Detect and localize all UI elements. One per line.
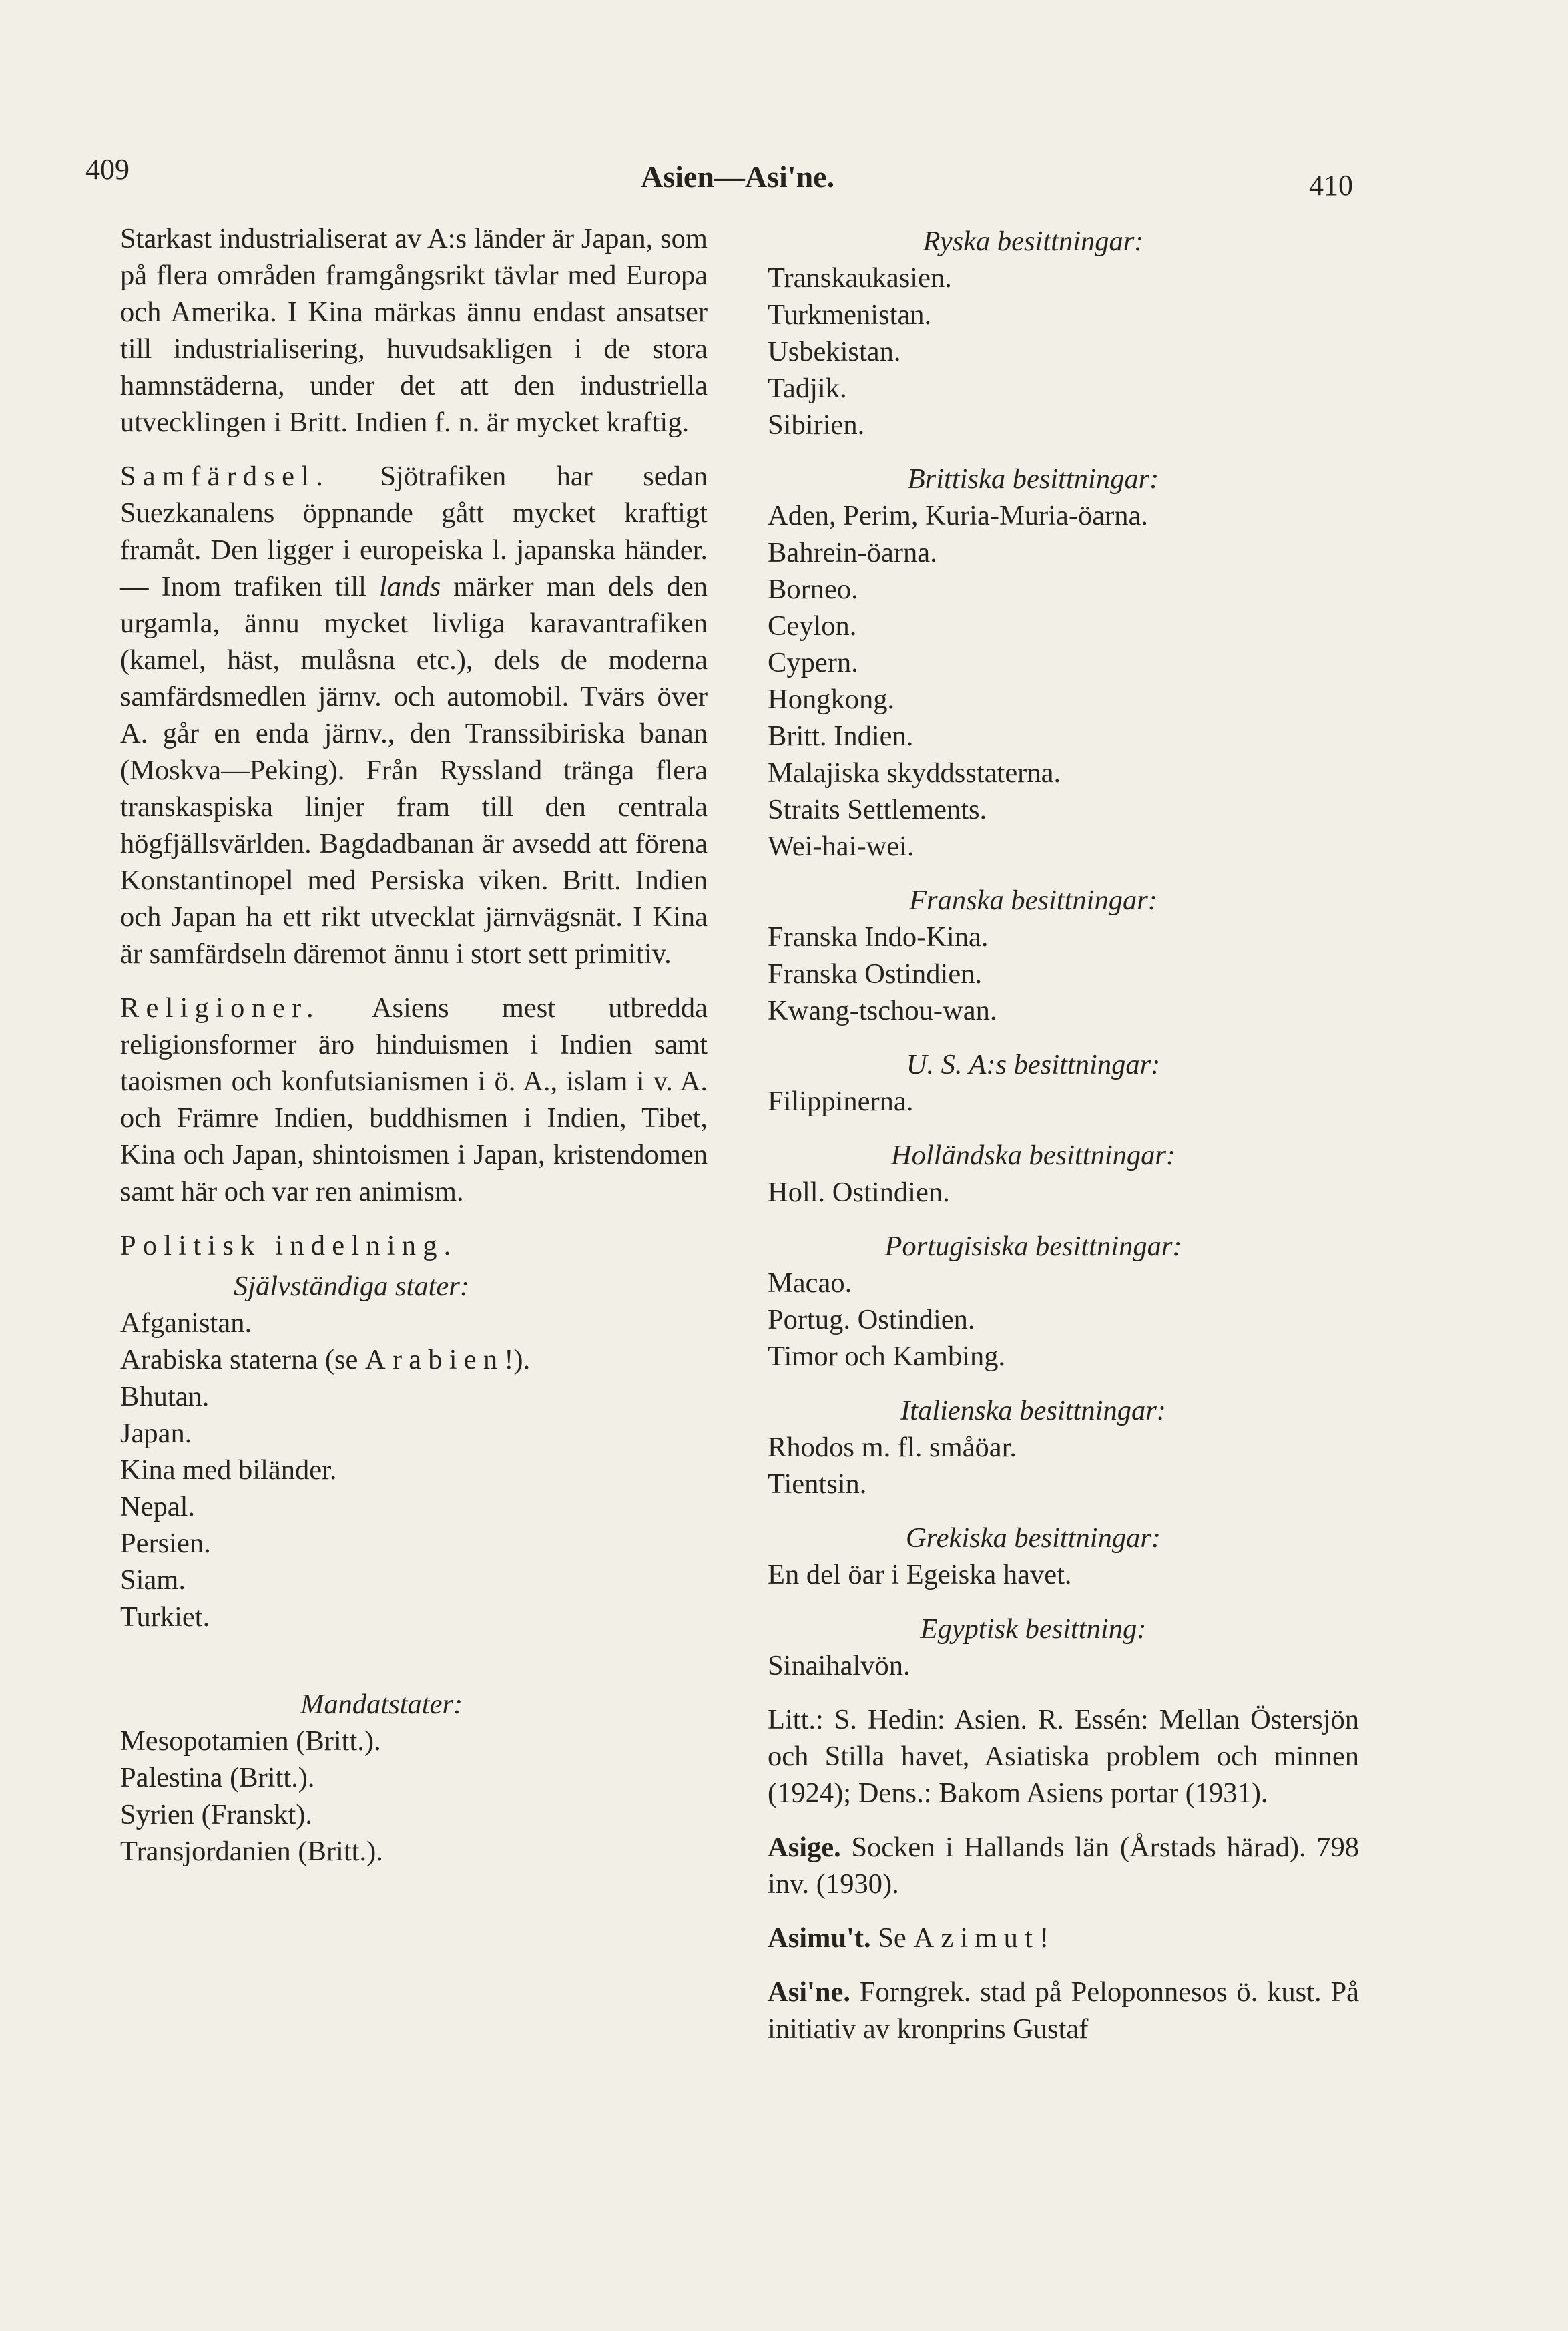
- entry-heading: Asige.: [768, 1832, 841, 1863]
- possession-heading: Franska besittningar:: [909, 885, 1157, 916]
- list-item: Bahrein-öarna.: [768, 537, 937, 568]
- list-item: Nepal.: [120, 1491, 196, 1522]
- list-item: Sibirien.: [768, 409, 865, 441]
- possessions-groups: [768, 223, 1359, 1684]
- entry-asimut: Asimu't. Se Azimut!: [768, 1922, 1049, 1954]
- politics-heading: Politisk indelning.: [120, 1230, 458, 1261]
- entry-heading: Asimu't.: [768, 1922, 871, 1954]
- transport-heading: Samfärdsel.: [120, 461, 330, 492]
- possession-heading: Portugisiska besittningar:: [884, 1231, 1182, 1262]
- possession-heading: Brittiska besittningar:: [907, 463, 1159, 495]
- cross-reference: Azimut: [913, 1922, 1040, 1954]
- list-item: Arabiska staterna (se Arabien!).: [120, 1344, 531, 1375]
- possession-list: [768, 919, 1359, 1029]
- page-number-left: 409: [85, 153, 129, 186]
- list-item: Straits Settlements.: [768, 794, 987, 825]
- list-item: Wei-hai-wei.: [768, 831, 914, 862]
- possession-heading: Italienska besittningar:: [900, 1395, 1166, 1426]
- list-item: Kwang-tschou-wan.: [768, 995, 997, 1026]
- list-item: Syrien (Franskt).: [120, 1799, 313, 1830]
- list-item: Transkaukasien.: [768, 262, 952, 294]
- list-item: Japan.: [120, 1418, 192, 1449]
- possession-heading: Holländska besittningar:: [890, 1140, 1176, 1171]
- transport-paragraph: Samfärdsel. Sjötrafiken har sedan Suezkanalens öppnande gått mycket kraftigt framåt. Den ligger i europeiska l. japanska händer. — Inom trafiken till lands märker man dels den urgamla, ännu mycket livliga karavantrafiken (kamel, häst, mulåsna etc.), dels de moderna samfärdsmedlen järnv. och automobil. Tvärs över A. går en enda järnv., den Transsibiriska banan (Moskva—Peking). Från Ryssland tränga flera transkaspiska linjer fram till den centrala högfjällsvärlden. Bagdadbanan är avsedd att förena Konstantinopel med Persiska viken. Britt. Indien och Japan ha ett rikt utvecklat järnvägsnät. I Kina är samfärdseln däremot ännu i stort sett primitiv.: [120, 461, 708, 970]
- list-item: Malajiska skyddsstaterna.: [768, 757, 1061, 789]
- possession-heading: Egyptisk besittning:: [920, 1613, 1147, 1645]
- list-item: Persien.: [120, 1528, 211, 1559]
- list-item: Rhodos m. fl. småöar.: [768, 1432, 1017, 1463]
- possession-heading: Ryska besittningar:: [923, 226, 1144, 257]
- list-item: Mesopotamien (Britt.).: [120, 1725, 381, 1757]
- possession-list: [768, 1083, 1359, 1120]
- possession-list: [768, 1265, 1359, 1375]
- list-item: Macao.: [768, 1267, 852, 1299]
- mandate-heading: Mandatstater:: [300, 1689, 463, 1720]
- list-item: Cypern.: [768, 647, 858, 678]
- entry-asine: Asi'ne. Forngrek. stad på Peloponnesos ö. kust. På initiativ av kronprins Gustaf: [768, 1976, 1359, 2045]
- entry-asige: Asige. Socken i Hallands län (Årstads härad). 798 inv. (1930).: [768, 1832, 1359, 1900]
- list-item: Afganistan.: [120, 1307, 252, 1339]
- list-item: Ceylon.: [768, 610, 857, 642]
- list-item: Palestina (Britt.).: [120, 1762, 315, 1793]
- possession-list: [768, 1647, 1359, 1684]
- list-item: Siam.: [120, 1564, 186, 1596]
- list-item: Franska Ostindien.: [768, 958, 983, 990]
- list-item: Tientsin.: [768, 1468, 867, 1500]
- mandate-list: [120, 1723, 708, 1870]
- cross-reference: Arabien: [365, 1344, 505, 1375]
- list-item: Portug. Ostindien.: [768, 1304, 975, 1335]
- running-title: Asien—Asi'ne.: [641, 160, 835, 194]
- possession-list: [768, 1556, 1359, 1593]
- list-item: En del öar i Egeiska havet.: [768, 1559, 1072, 1591]
- list-item: Borneo.: [768, 574, 858, 605]
- list-item: Usbekistan.: [768, 336, 901, 367]
- list-item: Sinaihalvön.: [768, 1650, 910, 1681]
- list-item: Franska Indo-Kina.: [768, 921, 989, 953]
- list-item: Kina med biländer.: [120, 1454, 337, 1486]
- list-item: Filippinerna.: [768, 1086, 914, 1117]
- independent-list: [120, 1305, 708, 1635]
- industry-paragraph: Starkast industrialiserat av A:s länder är Japan, som på flera områden framgångsrikt tävlar med Europa och Amerika. I Kina märkas ännu endast ansatser till industrialisering, huvudsakligen i de stora hamnstäderna, under det att den industriella utvecklingen i Britt. Indien f. n. är mycket kraftig.: [120, 223, 708, 438]
- left-column: [120, 220, 708, 1887]
- religion-heading: Religioner.: [120, 992, 320, 1024]
- list-item: Transjordanien (Britt.).: [120, 1836, 383, 1867]
- list-item: Holl. Ostindien.: [768, 1177, 950, 1208]
- list-item: Turkiet.: [120, 1601, 210, 1633]
- list-item: Timor och Kambing.: [768, 1341, 1006, 1372]
- page-number-right: 410: [1309, 169, 1353, 202]
- independent-heading: Självständiga stater:: [234, 1271, 469, 1302]
- literature-paragraph: Litt.: S. Hedin: Asien. R. Essén: Mellan Östersjön och Stilla havet, Asiatiska problem och minnen (1924); Dens.: Bakom Asiens portar (1931).: [768, 1704, 1359, 1809]
- list-item: Aden, Perim, Kuria-Muria-öarna.: [768, 500, 1149, 532]
- possession-list: [768, 260, 1359, 443]
- religion-paragraph: Religioner. Asiens mest utbredda religionsformer äro hinduismen i Indien samt taoismen och konfutsianismen i ö. A., islam i v. A. och Främre Indien, buddhismen i Indien, Tibet, Kina och Japan, shintoismen i Japan, kristendomen samt här och var ren animism.: [120, 992, 708, 1207]
- list-item: Tadjik.: [768, 373, 847, 404]
- possession-list: [768, 1429, 1359, 1502]
- possession-heading: U. S. A:s besittningar:: [906, 1049, 1161, 1080]
- list-item: Bhutan.: [120, 1381, 210, 1412]
- possession-list: [768, 1174, 1359, 1211]
- list-item: Britt. Indien.: [768, 720, 914, 752]
- possession-heading: Grekiska besittningar:: [905, 1522, 1161, 1554]
- list-item: Hongkong.: [768, 684, 895, 715]
- page-header: [0, 152, 1568, 206]
- list-item: Turkmenistan.: [768, 299, 932, 331]
- entry-heading: Asi'ne.: [768, 1976, 850, 2008]
- right-column: [768, 220, 1359, 2065]
- possession-list: [768, 497, 1359, 865]
